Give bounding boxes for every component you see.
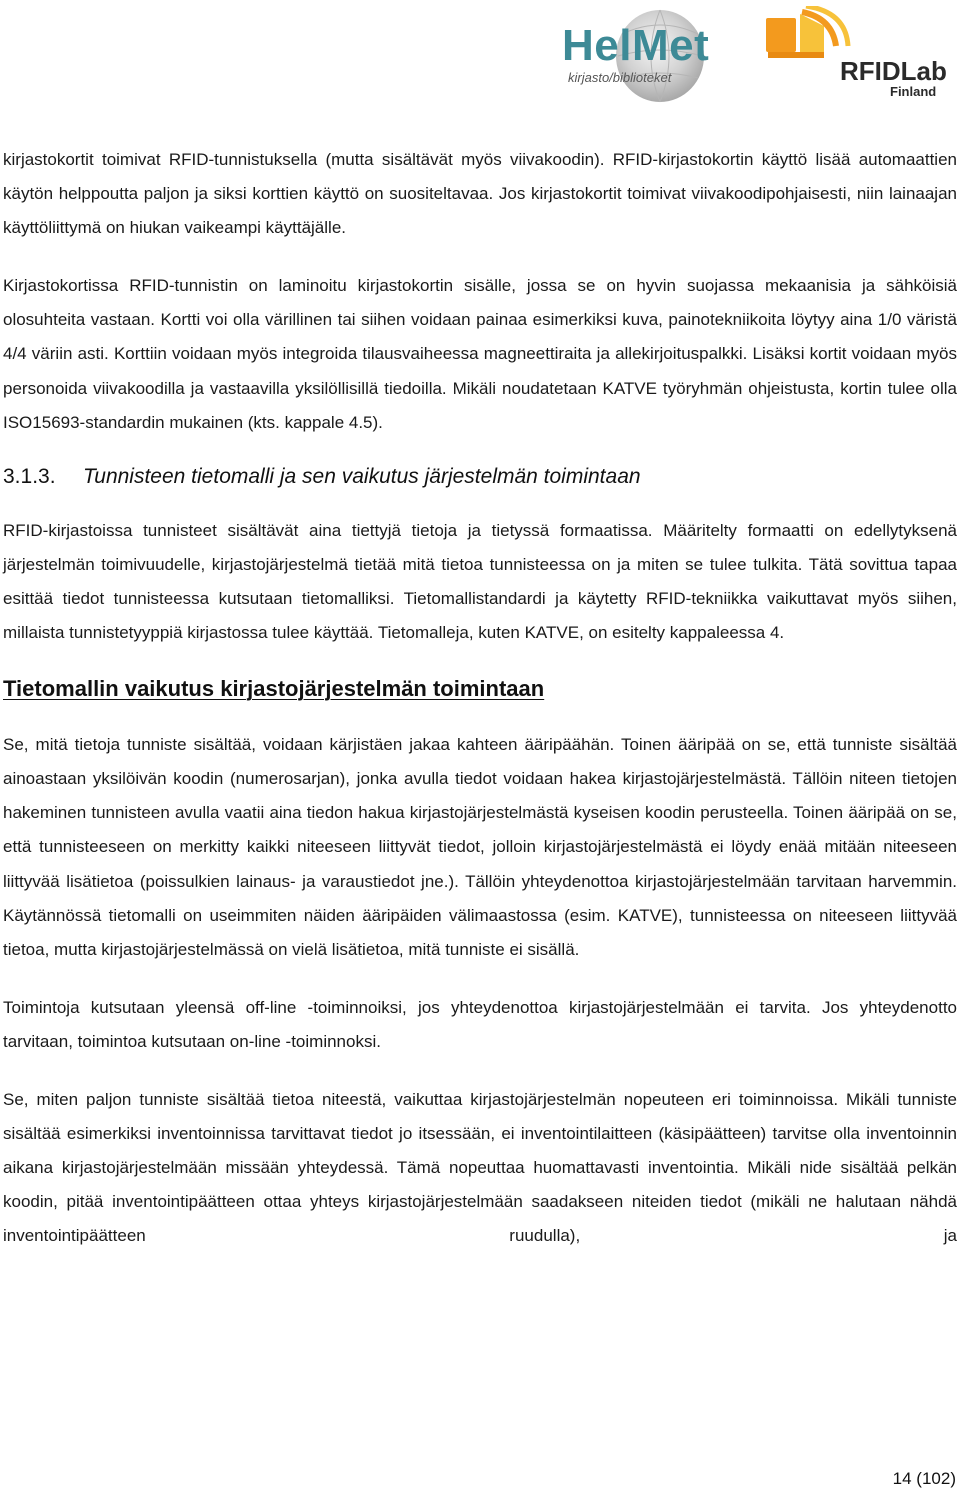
paragraph-spacer [3,492,957,514]
paragraph-spacer [3,1059,957,1083]
paragraph-data-model: RFID-kirjastoissa tunnisteet sisältävät aina tiettyjä tietoja ja tietyssä formaatissa. Määritelty formaatti on edellytyksenä järjestelmän toimivuudelle, kirjastojärjestelmä tietää mitä tietoa tunnisteessa on ja miten se tulee tulkita. Tätä sovittua tapaa esittää tiedot tunnisteessa kutsutaan tietomalliksi. Tietomallistandardi ja käytetty RFID-tekniikka vaikuttavat myös siihen, millaista tunnistetyyppiä kirjastossa tulee käyttää. Tietomalleja, kuten KATVE, on esitelty kappaleessa 4. [3,520,957,643]
paragraph-spacer [3,704,957,728]
rfidlab-logo-text: RFIDLab [840,56,947,86]
paragraph-speed: Se, miten paljon tunniste sisältää tietoa niteestä, vaikuttaa kirjastojärjestelmän nopeuteen eri toiminnoissa. Mikäli tunniste sisältää esimerkiksi inventoinnissa tarvittavat tiedot jo itsessään, ei inventointilaitteen (käsipäätteen) tarvitse olla inventoinnin aikana kirjastojärjestelmään missään yhteydessä. Tämä nopeuttaa huomattavasti inventointia. Mikäli nide sisältää pelkän koodin, pitää inventointipäätteen ottaa yhteys kirjastojärjestelmään saadakseen niteiden tiedot (mikäli ne halutaan nähdä inventointipäätteen ruudulla), ja [3,1089,957,1246]
section-title: Tunnisteen tietomalli ja sen vaikutus järjestelmän toimintaan [83,464,641,488]
rfidlab-logo-subtext: Finland [890,84,937,99]
paragraph-spacer [3,440,957,462]
paragraph-spacer [3,245,957,269]
section-heading [3,462,957,492]
rfidlab-signal-icon [766,6,848,58]
rfidlab-logo [762,6,952,102]
paragraph-offline-online: Toimintoja kutsutaan yleensä off-line -toiminnoiksi, jos yhteydenottoa kirjastojärjestelmään ei tarvita. Jos yhteydenotto tarvitaan, toimintoa kutsutaan on-line -toiminnoksi. [3,997,957,1051]
paragraph-spacer [3,967,957,991]
paragraph-spacer [3,650,957,674]
subsection-heading: Tietomallin vaikutus kirjastojärjestelmän toimintaan [3,676,545,702]
page-header [0,0,960,110]
paragraph-rfid-cards: kirjastokortit toimivat RFID-tunnistuksella (mutta sisältävät myös viivakoodin). RFID-kirjastokortin käyttö lisää automaattien käytön helppoutta paljon ja siksi korttien käyttö on suositeltavaa. Jos kirjastokortit toimivat viivakoodipohjaisesti, niin lainaajan käyttöliittymä on hiukan vaikeampi käyttäjälle. [3,150,957,238]
helmet-logo [556,4,736,104]
document-body [3,143,957,1253]
paragraph-card-lamination: Kirjastokortissa RFID-tunnistin on laminoitu kirjastokortin sisälle, jossa se on hyvin suojassa mekaanisia ja sähköisiä olosuhteita vastaan. Kortti voi olla värillinen tai siihen voidaan painaa esimerkiksi kuva, painotekniikoita löytyy aina 1/0 väristä 4/4 väriin asti. Korttiin voidaan myös integroida tilausvaiheessa magneettiraita ja allekirjoituspalkki. Lisäksi kortit voidaan myös personoida viivakoodilla ja vastaavilla yksilöllisillä tiedoilla. Mikäli noudatetaan KATVE työryhmän ohjeistusta, kortin tulee olla ISO15693-standardin mukainen (kts. kappale 4.5). [3,276,957,432]
helmet-logo-text: HelMet [562,21,710,70]
helmet-logo-subtext: kirjasto/biblioteket [568,70,672,85]
page-number: 14 (102) [892,1469,956,1488]
paragraph-extremes: Se, mitä tietoja tunniste sisältää, voidaan kärjistäen jakaa kahteen ääripäähän. Toinen ääripää on se, että tunniste sisältää ainoastaan yksilöivän koodin (numerosarjan), jonka avulla tiedot voidaan hakea kirjastojärjestelmästä. Tällöin niteen tietojen hakeminen tunnisteen avulla vaatii aina tiedon hakua kirjastojärjestelmästä kyseisen koodin perusteella. Toinen ääripää on se, että tunnisteeseen on merkitty kaikki niteeseen liittyvät tiedot, jolloin kirjastojärjestelmästä ei löydy enää mitään niteeseen liittyvää lisätietoa (poissulkien lainaus- ja varaustiedot jne.). Tällöin yhteydenottoa kirjastojärjestelmään tarvitaan harvemmin. Käytännössä tietomalli on useimmiten näiden ääripäiden välimaastossa (esim. KATVE), tunnisteessa on niteeseen liittyvää tietoa, mutta kirjastojärjestelmässä on vielä lisätietoa, mitä tunniste ei sisällä. [3,735,957,959]
section-number: 3.1.3. [3,464,56,488]
